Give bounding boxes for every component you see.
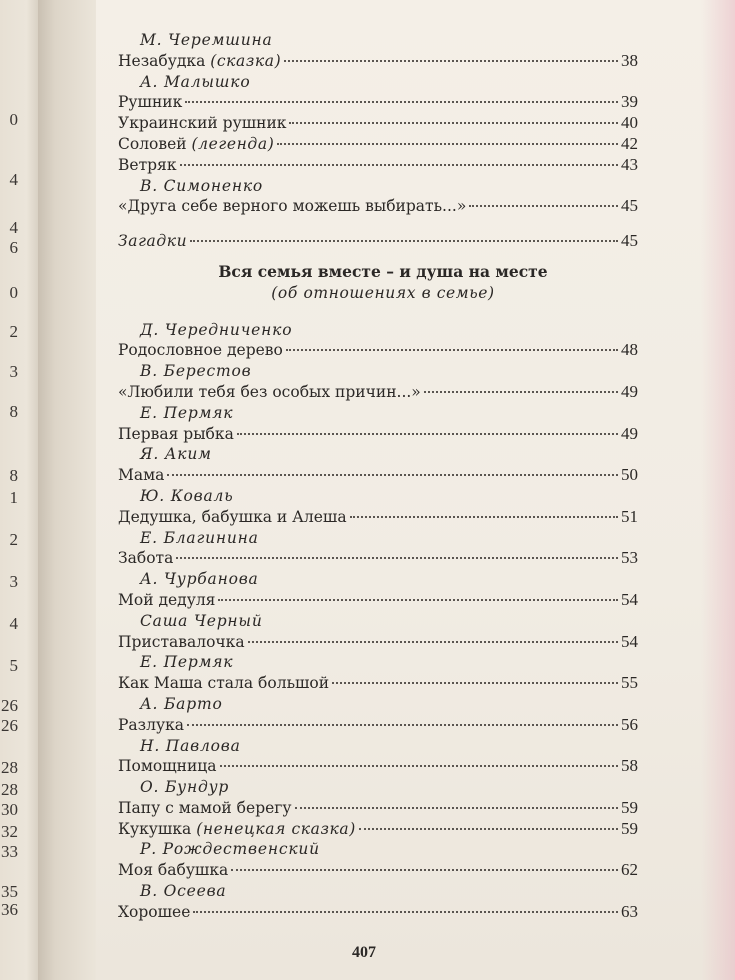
toc-entry-page: 42 <box>621 133 638 153</box>
toc-entry <box>118 632 638 653</box>
left-page-number: 28 <box>1 780 18 799</box>
leader-dots <box>350 516 618 518</box>
toc-entry-title: Загадки <box>118 232 188 251</box>
toc-entry-page: 55 <box>621 673 638 693</box>
leader-dots <box>220 765 618 767</box>
leader-dots <box>231 869 618 871</box>
toc-entry <box>118 424 638 445</box>
toc-entry <box>118 92 638 113</box>
toc-entry-page: 53 <box>621 548 638 568</box>
toc-entry-page: 54 <box>621 631 638 651</box>
toc-entry-title: Как Маша стала большой <box>118 674 330 693</box>
left-page-number: 0 <box>9 110 18 129</box>
toc-entry-page: 45 <box>621 196 638 216</box>
left-page-number: 33 <box>1 842 18 861</box>
toc-author: В. Осеева <box>140 882 227 901</box>
toc-author: А. Чурбанова <box>140 570 259 589</box>
toc-entry <box>118 465 638 486</box>
toc-entry <box>118 819 638 840</box>
toc-entry <box>118 340 638 361</box>
left-page-number: 6 <box>9 238 18 257</box>
toc-entry-title: Соловей (легенда) <box>118 134 275 153</box>
toc-entry-page: 49 <box>621 423 638 443</box>
left-page-number: 3 <box>9 572 18 591</box>
left-page-number: 26 <box>1 716 18 735</box>
leader-dots <box>185 101 618 103</box>
toc-entry-title: Моя бабушка <box>118 861 229 880</box>
toc-author: Р. Рождественский <box>140 840 320 859</box>
leader-dots <box>248 641 618 643</box>
toc-author: Я. Аким <box>140 445 212 464</box>
toc-entry-page: 51 <box>621 506 638 526</box>
toc-section-list <box>118 320 638 923</box>
toc-author: О. Бундур <box>140 778 230 797</box>
toc-author: В. Берестов <box>140 362 252 381</box>
toc-entry-title: Помощница <box>118 757 217 776</box>
left-page-number: 8 <box>9 466 18 485</box>
left-page-number: 28 <box>1 758 18 777</box>
toc-entry-title: Приставалочка <box>118 632 245 651</box>
toc-entry-page: 49 <box>621 381 638 401</box>
left-page-number: 3 <box>9 362 18 381</box>
toc-author: Саша Черный <box>140 611 263 630</box>
page-edge-shadow <box>701 0 735 980</box>
leader-dots <box>176 557 618 559</box>
leader-dots <box>359 828 618 830</box>
left-facing-page <box>0 0 38 980</box>
toc-entry-title: Папу с мамой берегу <box>118 798 292 817</box>
toc-entry-page: 40 <box>621 113 638 133</box>
toc-entry-page: 43 <box>621 154 638 174</box>
leader-dots <box>167 474 618 476</box>
toc-author: Н. Павлова <box>140 736 241 755</box>
toc-entry-page: 45 <box>621 231 638 251</box>
left-page-number: 4 <box>9 218 18 237</box>
leader-dots <box>277 143 618 145</box>
toc-entry-page: 48 <box>621 340 638 360</box>
book-gutter <box>38 0 96 980</box>
toc-author: Е. Благинина <box>140 528 259 547</box>
leader-dots <box>218 599 618 601</box>
leader-dots <box>284 60 618 62</box>
left-page-number: 36 <box>1 900 18 919</box>
toc-entry-page: 59 <box>621 818 638 838</box>
toc-entry-page: 50 <box>621 465 638 485</box>
section-heading: Вся семья вместе – и душа на месте <box>218 261 548 281</box>
toc-entry <box>118 51 638 72</box>
toc-entry <box>118 902 638 923</box>
leader-dots <box>237 433 618 435</box>
left-page-number: 2 <box>9 322 18 341</box>
toc-entry-page: 63 <box>621 901 638 921</box>
toc-entry-title: Хорошее <box>118 902 191 921</box>
toc-entry-page: 39 <box>621 92 638 112</box>
toc-entry <box>118 382 638 403</box>
leader-dots <box>190 240 618 242</box>
left-page-number: 4 <box>9 170 18 189</box>
toc-author: Е. Пермяк <box>140 653 234 672</box>
left-page-number: 32 <box>1 822 18 841</box>
toc-entry-page: 38 <box>621 50 638 70</box>
toc-author: А. Барто <box>140 694 223 713</box>
toc-top-list <box>118 30 638 217</box>
leader-dots <box>295 807 618 809</box>
leader-dots <box>289 122 618 124</box>
left-page-number: 2 <box>9 530 18 549</box>
left-page-number: 4 <box>9 614 18 633</box>
toc-entry-title: Забота <box>118 549 174 568</box>
left-page-number: 26 <box>1 696 18 715</box>
toc-entry <box>118 113 638 134</box>
left-page-number: 5 <box>9 656 18 675</box>
leader-dots <box>187 724 618 726</box>
left-page-number: 1 <box>9 488 18 507</box>
toc-entry <box>118 155 638 176</box>
toc-entry-title: Украинский рушник <box>118 114 287 133</box>
section-subheading: (об отношениях в семье) <box>271 283 495 302</box>
toc-entry <box>118 673 638 694</box>
toc-entry-title: Ветряк <box>118 155 177 174</box>
toc-author: Ю. Коваль <box>140 486 234 505</box>
toc-entry-title: Родословное дерево <box>118 341 283 360</box>
toc-entry-title: «Любили тебя без особых причин...» <box>118 382 421 401</box>
toc-entry <box>118 715 638 736</box>
left-page-number: 8 <box>9 402 18 421</box>
toc-entry-title: Разлука <box>118 715 185 734</box>
toc-author: Д. Чередниченко <box>140 320 293 339</box>
leader-dots <box>469 205 618 207</box>
toc-entry-page: 56 <box>621 714 638 734</box>
toc-entry-title: Кукушка (ненецкая сказка) <box>118 819 356 838</box>
toc-entry-title: Мама <box>118 466 165 485</box>
toc-entry-page: 59 <box>621 797 638 817</box>
toc-entry <box>118 196 638 217</box>
toc-entry <box>118 507 638 528</box>
toc-entry <box>118 134 638 155</box>
toc-entry-page: 62 <box>621 860 638 880</box>
toc-author: В. Симоненко <box>140 176 264 195</box>
table-of-contents <box>118 30 638 923</box>
toc-entry <box>118 756 638 777</box>
toc-entry <box>118 798 638 819</box>
toc-author: М. Черемшина <box>140 31 273 49</box>
page-number: 407 <box>352 944 376 961</box>
leader-dots <box>286 349 618 351</box>
toc-entry-riddles <box>118 231 638 252</box>
leader-dots <box>332 682 618 684</box>
toc-author: А. Малышко <box>140 72 251 91</box>
toc-entry-page: 54 <box>621 589 638 609</box>
toc-entry <box>118 860 638 881</box>
toc-entry-title: Мой дедуля <box>118 590 216 609</box>
left-page-number: 35 <box>1 882 18 901</box>
toc-entry-title: Первая рыбка <box>118 424 234 443</box>
toc-author: Е. Пермяк <box>140 403 234 422</box>
toc-entry <box>118 590 638 611</box>
toc-entry-title: Дедушка, бабушка и Алеша <box>118 507 347 526</box>
leader-dots <box>424 391 618 393</box>
toc-entry-title: Незабудка (сказка) <box>118 51 282 70</box>
leader-dots <box>180 164 618 166</box>
toc-entry-title: «Друга себе верного можешь выбирать...» <box>118 197 467 216</box>
toc-entry <box>118 548 638 569</box>
left-page-number: 0 <box>9 283 18 302</box>
left-page-number: 30 <box>1 800 18 819</box>
leader-dots <box>193 911 618 913</box>
toc-entry-title: Рушник <box>118 93 183 112</box>
toc-entry-page: 58 <box>621 756 638 776</box>
